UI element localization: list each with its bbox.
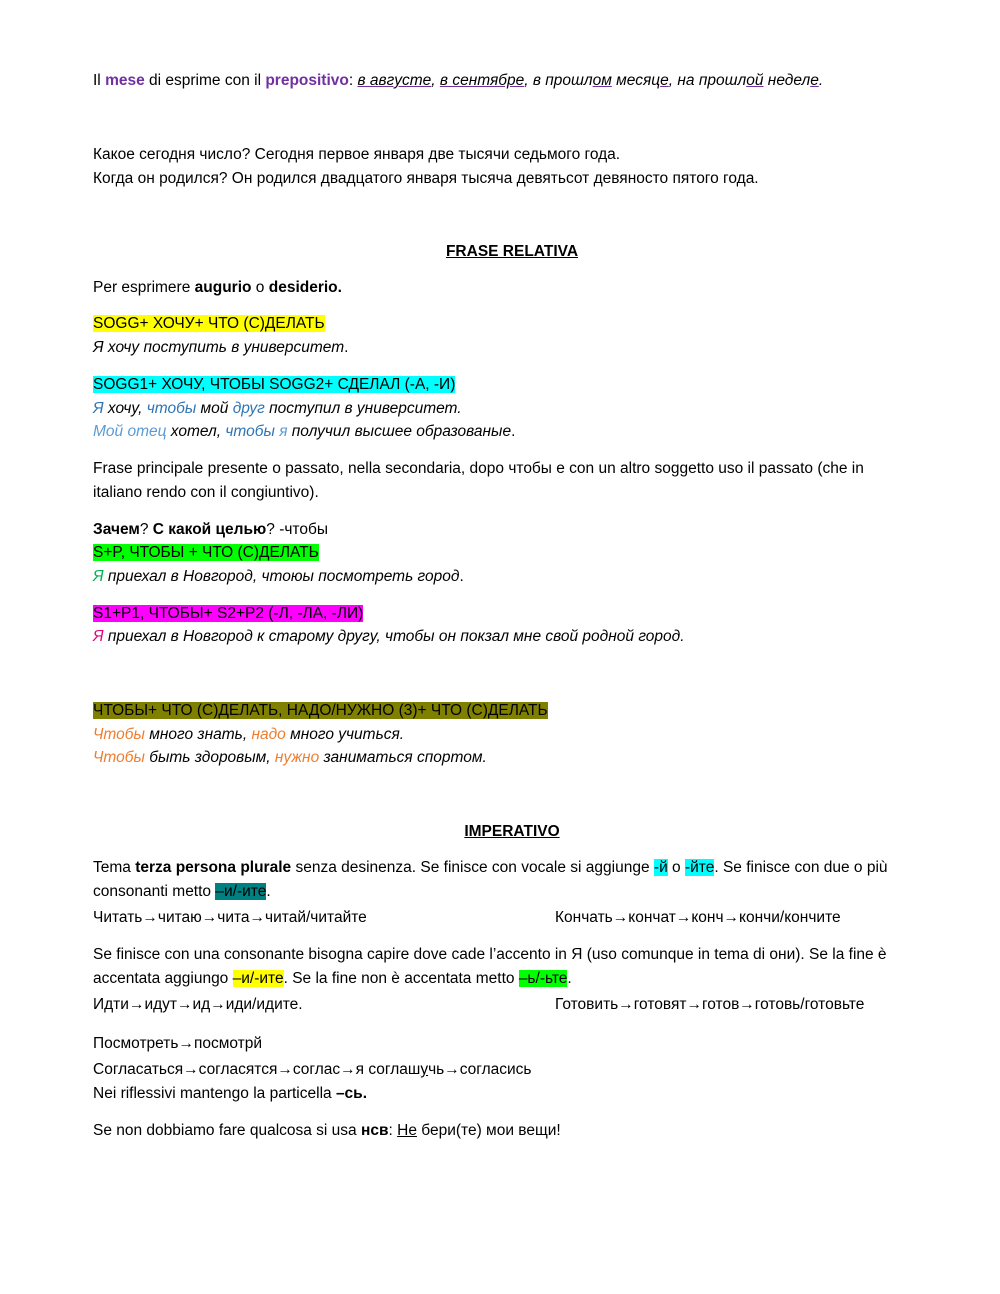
consonante-line-1: Se finisce con una consonante bisogna capire dove cade l’accento in Я (uso comunque in tema di они). Se la fine è: [93, 946, 887, 963]
separator: ,: [524, 72, 533, 89]
example-text: Я хочу поступить в университет: [93, 339, 345, 356]
example-text: хотел,: [166, 423, 226, 440]
period: .: [511, 423, 516, 440]
negation-ne: Не: [397, 1122, 417, 1139]
period: .: [567, 970, 572, 987]
formula-2-example-1: [93, 399, 462, 419]
conjunction: чтобы: [146, 400, 197, 417]
text: accentata aggiungo: [93, 970, 233, 987]
conjunction: Чтобы: [93, 749, 145, 766]
formula-1-example: [93, 338, 348, 358]
example-september: в сентябре: [439, 72, 525, 89]
separator: ,: [431, 72, 440, 89]
text: . Se finisce con due o più: [714, 859, 888, 876]
ending-soft-sign: –ь/-ьте: [518, 970, 568, 987]
modal: нужно: [274, 749, 320, 766]
formula-1: [93, 314, 325, 334]
month-prepositional-line: [93, 71, 823, 91]
text: Согласаться→согласятся→соглас→я соглаш: [93, 1061, 421, 1078]
formula-3: [93, 543, 319, 563]
text: . Se la fine non è accentata metto: [283, 970, 519, 987]
text: бери(те) мои вещи!: [416, 1122, 561, 1139]
text: Per esprimere: [93, 279, 195, 296]
example-chitat: Читать→читаю→чита→читай/читайте: [93, 909, 367, 926]
keyword-mese: mese: [105, 72, 145, 89]
ending-underlined: ой: [746, 72, 764, 89]
heading-imperativo: IMPERATIVO: [464, 823, 560, 840]
text: чь→согласись: [428, 1061, 532, 1078]
ending-i-ite: –и/-ите: [215, 883, 267, 900]
example-text: получил высшее образованые: [287, 423, 512, 440]
example-last-month: в прошл: [532, 72, 593, 89]
keyword-nsv: нсв: [360, 1122, 389, 1139]
example-konchat: Кончать→кончат→конч→кончи/кончите: [555, 909, 841, 926]
subject: Я: [93, 568, 104, 585]
formula-5-text: ЧТОБЫ+ ЧТО (С)ДЕЛАТЬ, НАДО/НУЖНО (3)+ ЧТО (С)ДЕЛАТЬ: [93, 702, 548, 719]
text: Tema: [93, 859, 136, 876]
text: ? -чтобы: [266, 521, 328, 538]
example-soglasatsya: [93, 1060, 531, 1080]
example-august: в августе: [357, 72, 432, 89]
keyword-prepositivo: prepositivo: [265, 72, 349, 89]
example-gotovit: Готовить→готовят→готов→готовь/готовьте: [555, 996, 865, 1013]
period: .: [818, 72, 824, 89]
paragraph-principale-2: italiano rendo con il congiuntivo).: [93, 484, 319, 501]
date-question-1: Какое сегодня число? Сегодня первое января две тысячи седьмого года.: [93, 146, 621, 163]
separator: ,: [668, 72, 678, 89]
subject-1: Я: [93, 400, 104, 417]
example-text: приехал в Новгород, чтоюы посмотреть город: [103, 568, 460, 585]
keyword-desiderio: desiderio.: [268, 279, 342, 296]
example-idti: Идти→идут→ид→иди/идите.: [93, 996, 303, 1013]
consonante-line-2: [93, 969, 572, 989]
formula-5-example-1: [93, 725, 404, 745]
keyword-zachem: Зачем: [93, 521, 140, 538]
particle-sya: –сь.: [335, 1085, 368, 1102]
example-text: быть здоровым,: [144, 749, 275, 766]
ending-yte: -йте: [684, 859, 715, 876]
period: .: [459, 568, 464, 585]
text: o: [667, 859, 685, 876]
ending-underlined: ом: [592, 72, 612, 89]
zachem-line: [93, 520, 328, 540]
formula-4-text: S1+P1, ЧТОБЫ+ S2+P2 (-Л, -ЛА, -ЛИ): [93, 605, 364, 622]
example-text: хочу,: [103, 400, 147, 417]
keyword-s-kakoy-tselyu: С какой целью: [152, 521, 267, 538]
stressed-vowel: у: [420, 1061, 429, 1078]
example-text: мой: [196, 400, 233, 417]
example-text: много учиться.: [285, 726, 405, 743]
example-last-week: недел: [763, 72, 811, 89]
formula-2-text: SOGG1+ ХОЧУ, ЧТОБЫ SOGG2+ СДЕЛАЛ (-А, -И): [93, 376, 456, 393]
period: .: [266, 883, 271, 900]
period: .: [344, 339, 349, 356]
example-text: заниматься спортом.: [319, 749, 487, 766]
text: di esprime con il: [144, 72, 266, 89]
nsv-line: [93, 1121, 561, 1141]
ending-underlined: е: [810, 72, 819, 89]
text: o: [251, 279, 269, 296]
ending-i-ite: –и/-ите: [232, 970, 284, 987]
subject-2: друг: [232, 400, 265, 417]
example-posmotret: Посмотреть→посмотрй: [93, 1035, 263, 1052]
example-text: много знать,: [144, 726, 252, 743]
text: ?: [139, 521, 153, 538]
heading-frase-relativa: FRASE RELATIVA: [445, 243, 579, 260]
keyword-augurio: augurio: [194, 279, 252, 296]
paragraph-principale-1: Frase principale presente o passato, nella secondaria, dopo чтобы e con un altro soggetto uso il passato (che in: [93, 460, 864, 477]
ending-y: -й: [653, 859, 668, 876]
ending-underlined: е: [660, 72, 669, 89]
subject-1: Мой отец: [93, 423, 167, 440]
subject: Я: [93, 628, 104, 645]
text: senza desinenza. Se finisce con vocale si aggiunge: [291, 859, 654, 876]
formula-4-example: [93, 627, 685, 647]
formula-1-text: SOGG+ ХОЧУ+ ЧТО (С)ДЕЛАТЬ: [93, 315, 325, 332]
formula-3-example: [93, 567, 464, 587]
example-last-month: месяц: [611, 72, 661, 89]
text: consonanti metto: [93, 883, 216, 900]
formula-2-example-2: [93, 422, 515, 442]
conjunction: чтобы: [225, 423, 275, 440]
formula-2: [93, 375, 455, 395]
augurio-line: [93, 278, 342, 298]
conjunction: Чтобы: [93, 726, 145, 743]
text: :: [388, 1122, 398, 1139]
text: :: [348, 72, 358, 89]
keyword-terza-persona: terza persona plurale: [135, 859, 292, 876]
riflessivi-line: [93, 1084, 367, 1104]
example-text: поступил в университет.: [264, 400, 462, 417]
text: Nei riflessivi mantengo la particella: [93, 1085, 336, 1102]
example-last-week: на прошл: [677, 72, 747, 89]
formula-3-text: S+P, ЧТОБЫ + ЧТО (С)ДЕЛАТЬ: [93, 544, 319, 561]
text: Il: [93, 72, 106, 89]
date-question-2: Когда он родился? Он родился двадцатого января тысяча девятьсот девяносто пятого года.: [93, 170, 759, 187]
text: Se non dobbiamo fare qualcosa si usa: [93, 1122, 361, 1139]
subject-2: я: [279, 423, 288, 440]
tema-line-2: [93, 882, 271, 902]
example-text: приехал в Новгород к старому другу, чтобы он покзал мне свой родной город.: [103, 628, 685, 645]
tema-line-1: [93, 858, 888, 878]
formula-5-example-2: [93, 748, 487, 768]
modal: надо: [251, 726, 286, 743]
formula-5: [93, 701, 548, 721]
formula-4: [93, 604, 363, 624]
